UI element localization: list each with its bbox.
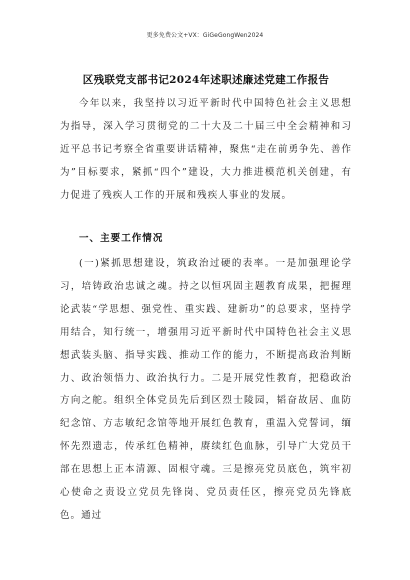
intro-paragraph: 今年以来，我坚持以习近平新时代中国特色社会主义思想为指导，深入学习贯彻党的二十大及二十届三中全会精神和习近平总书记考察全省重要讲话精神，聚焦“走在前勇争先、善作为”目标要求，紧抓“四个”建设，大力推进模范机关创建，有力促进了残疾人工作的开展和残疾人事业的发展。 (60, 98, 352, 201)
header-note: 更多免费公文+VX：GiGeGongWen2024 (146, 32, 264, 39)
section-paragraph: (一)紧抓思想建设，筑政治过硬的表率。一是加强理论学习，培铸政治忠诚之魂。持之以恒巩固主题教育成果，把握理论武装“学思想、强党性、重实践、建新功”的总要求，坚持学用结合，知行统一，增强用习近平新时代中国特色社会主义思想武装头脑、指导实践、推动工作的能力，不断提高政治判断力、政治领悟力、政治执行力。二是开展党性教育，把稳政治方向之舵。组织全体党员先后到区烈士陵园，韬奋故居、血防纪念馆、方志敏纪念馆等地开展红色教育，重温入党誓词，缅怀先烈遗志，传承红色精神，赓续红色血脉，引导广大党员干部在思想上正本清源、固根守魂。三是擦亮党员底色，筑牢初心使命之责设立党员先锋岗、党员责任区，擦亮党员先锋底色。通过 (60, 258, 352, 521)
intro-section (60, 93, 352, 208)
document-title: 区残联党支部书记2024年述职述廉述党建工作报告 (82, 74, 330, 86)
section-heading: 一、主要工作情况 (79, 233, 164, 244)
section-body (60, 253, 352, 528)
